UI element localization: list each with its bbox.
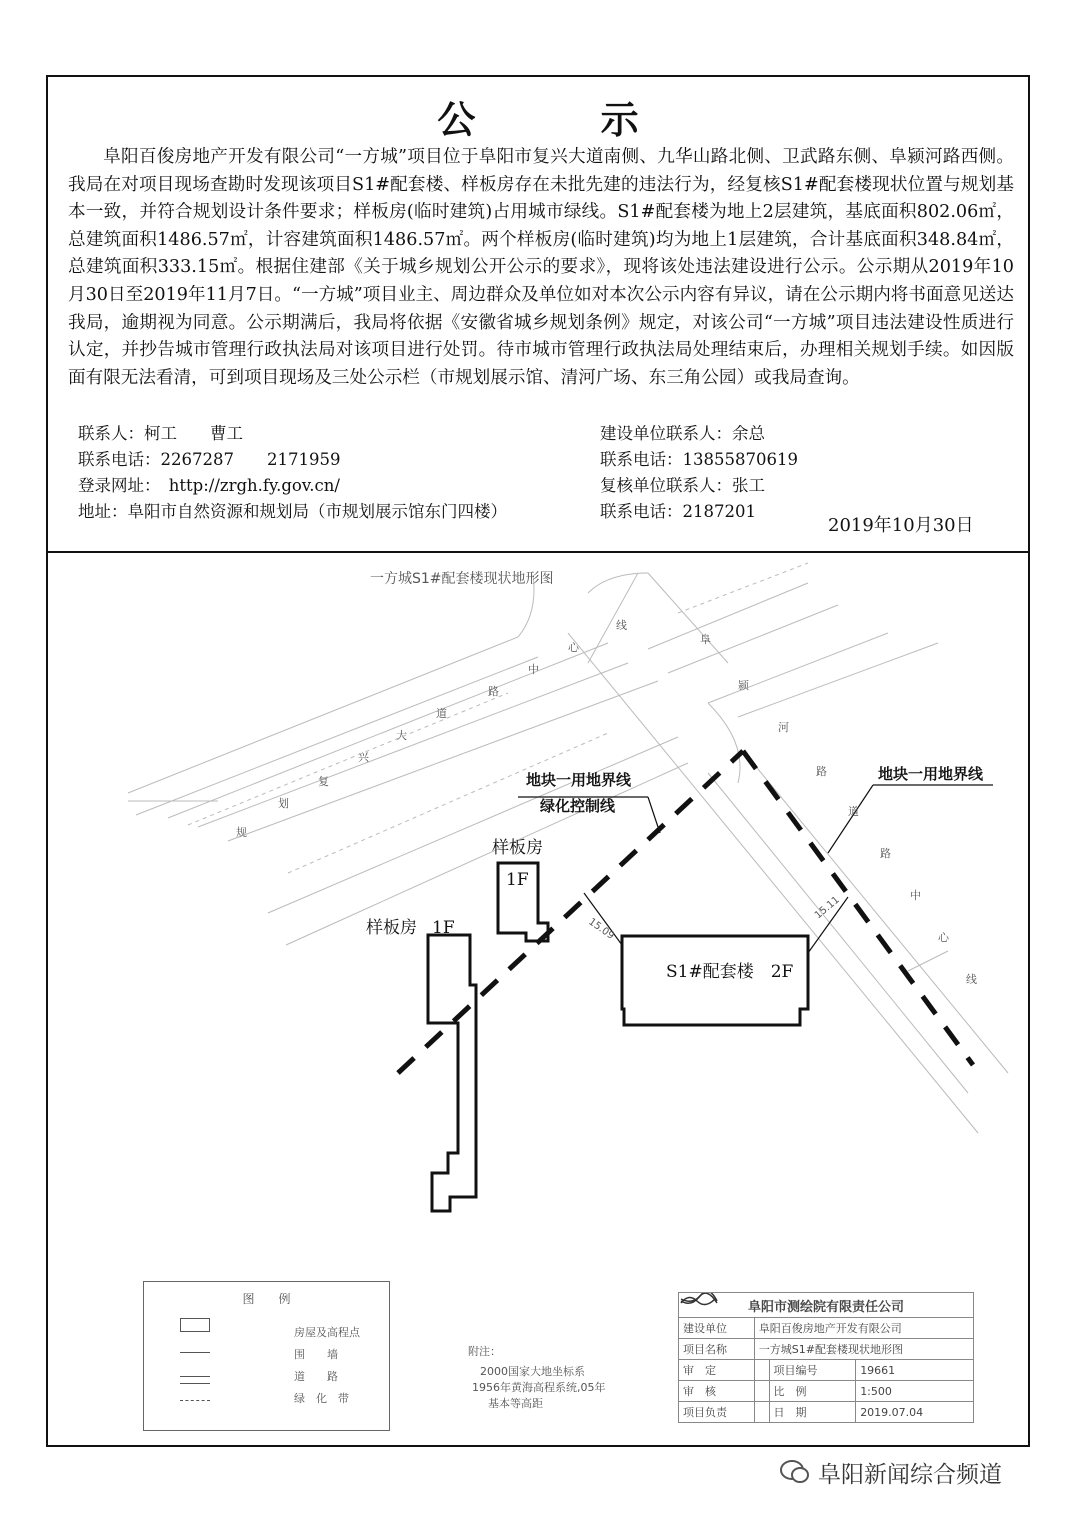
road-edge bbox=[136, 657, 538, 815]
channel-watermark bbox=[780, 1452, 1002, 1492]
table-key: 日 期 bbox=[769, 1402, 856, 1423]
label-sample-house-2: 样板房 bbox=[366, 918, 417, 938]
survey-info-table bbox=[678, 1292, 974, 1423]
callout-leader bbox=[648, 797, 660, 833]
notice-section bbox=[48, 77, 1028, 553]
table-key: 比 例 bbox=[769, 1381, 856, 1402]
road-curve bbox=[708, 703, 740, 783]
road-edge bbox=[268, 737, 678, 913]
builder-phone: 联系电话：13855870619 bbox=[600, 450, 798, 469]
notice-date: 2019年10月30日 bbox=[828, 515, 974, 536]
road-label-fuxing: 道 bbox=[436, 707, 447, 720]
legend-item: 道 路 bbox=[294, 1370, 338, 1383]
contact-phone: 联系电话：2267287 2171959 bbox=[78, 450, 341, 469]
table-value: 2019.07.04 bbox=[856, 1402, 974, 1423]
house-symbol-icon bbox=[180, 1318, 210, 1332]
label-sample-house-1-floor: 1F bbox=[506, 870, 529, 890]
note-title: 附注： bbox=[468, 1345, 501, 1358]
legend-box bbox=[143, 1281, 390, 1431]
road-edge bbox=[168, 643, 608, 818]
note-line: 1956年黄海高程系统,05年 bbox=[472, 1381, 606, 1394]
road-label-fuying: 河 bbox=[778, 721, 789, 734]
greenbelt-symbol-icon bbox=[180, 1400, 210, 1401]
road-label-fuying: 道 bbox=[848, 805, 859, 818]
road-edge bbox=[708, 773, 968, 1093]
table-key: 审 定 bbox=[679, 1360, 755, 1381]
contact-address: 地址：阜阳市自然资源和规划局（市规划展示馆东门四楼） bbox=[78, 502, 507, 521]
road-edge bbox=[708, 633, 888, 703]
boundary-line-right bbox=[743, 751, 973, 1065]
notice-sheet bbox=[46, 75, 1030, 1447]
contacts-left bbox=[78, 421, 598, 525]
label-green-line: 绿化控制线 bbox=[540, 797, 616, 815]
road-label-fuxing: 规 bbox=[236, 826, 247, 839]
label-s1-building: S1#配套楼 2F bbox=[666, 962, 794, 982]
notice-title: 公 示 bbox=[437, 98, 695, 142]
notice-paragraph: 阜阳百俊房地产开发有限公司“一方城”项目位于阜阳市复兴大道南侧、九华山路北侧、卫武路东侧、阜颍河路西侧。我局在对项目现场查勘时发现该项目S1#配套楼、样板房存在未批先建的违法行为，经复核S1#配套楼现状位置与规划基本一致，并符合规划设计条件要求；样板房(临时建筑)占用城市绿线。S1#配套楼为地上2层建筑，基底面积802.06㎡，总建筑面积1486.57㎡，计容建筑面积1486.57㎡。两个样板房(临时建筑)均为地上1层建筑，合计基底面积348.84㎡，总建筑面积333.15㎡。根据住建部《关于城乡规划公开公示的要求》，现将该处违法建设进行公示。公示期从2019年10月30日至2019年11月7日。“一方城”项目业主、周边群众及单位如对本次公示内容有异议，请在公示期内将书面意见送达我局，逾期视为同意。公示期满后，我局将依据《安徽省城乡规划条例》规定，对该公司“一方城”项目违法建设性质进行认定，并抄告城市管理行政执法局对该项目进行处罚。待市城市管理行政执法局处理结束后，办理相关规划手续。如因版面有限无法看清，可到项目现场及三处公示栏（市规划展示馆、清河广场、东三角公园）或我局查询。 bbox=[68, 147, 1014, 388]
table-value: 一方城S1#配套楼现状地形图 bbox=[754, 1339, 973, 1360]
road-label-fuxing: 线 bbox=[616, 619, 627, 632]
review-contact: 复核单位联系人：张工 bbox=[600, 476, 765, 495]
road-label-fuxing: 中 bbox=[528, 663, 539, 676]
table-key: 建设单位 bbox=[679, 1318, 755, 1339]
table-key: 项目名称 bbox=[679, 1339, 755, 1360]
watermark-text: 阜阳新闻综合频道 bbox=[818, 1461, 1002, 1488]
label-boundary-left: 地块一用地界线 bbox=[526, 771, 632, 789]
road-label-fuxing: 兴 bbox=[358, 751, 369, 764]
signature bbox=[754, 1360, 769, 1381]
builder-contact: 建设单位联系人：余总 bbox=[600, 424, 765, 443]
road-curve bbox=[588, 573, 648, 593]
road-label-fuying: 心 bbox=[938, 931, 949, 944]
table-value: 19661 bbox=[856, 1360, 974, 1381]
signature bbox=[754, 1402, 769, 1423]
label-sample-house-2-floor: 1F bbox=[432, 918, 455, 938]
median-line bbox=[188, 693, 508, 825]
dimension-right: 15.11 bbox=[812, 894, 842, 922]
table-value: 1:500 bbox=[856, 1381, 974, 1402]
callout-leader bbox=[828, 785, 873, 853]
road-label-fuying: 路 bbox=[880, 847, 891, 860]
road-label-fuxing: 复 bbox=[318, 775, 329, 788]
label-sample-house-1: 样板房 bbox=[492, 838, 543, 858]
road-label-fuxing: 划 bbox=[278, 797, 289, 810]
road-symbol-icon bbox=[180, 1376, 210, 1384]
review-phone: 联系电话：2187201 bbox=[600, 502, 756, 521]
road-edge bbox=[568, 633, 978, 1133]
contacts-right bbox=[600, 421, 1020, 525]
dimension-left: 15.09 bbox=[586, 916, 617, 942]
road-label-fuying: 路 bbox=[816, 765, 827, 778]
topographic-map bbox=[48, 553, 1028, 1445]
wall-symbol-icon bbox=[180, 1352, 210, 1353]
note-line: 基本等高距 bbox=[488, 1397, 543, 1410]
road-label-fuying: 线 bbox=[966, 973, 977, 986]
map-title: 一方城S1#配套楼现状地形图 bbox=[370, 571, 554, 587]
leader-line bbox=[908, 951, 948, 971]
road-edge bbox=[648, 573, 728, 663]
road-label-fuxing: 心 bbox=[568, 641, 579, 654]
survey-company: 阜阳市测绘院有限责任公司 bbox=[679, 1293, 974, 1318]
note-line: 2000国家大地坐标系 bbox=[480, 1365, 585, 1378]
signature bbox=[754, 1381, 769, 1402]
table-key: 项目编号 bbox=[769, 1360, 856, 1381]
road-label-fuxing: 路 bbox=[488, 685, 499, 698]
road-label-fuying: 中 bbox=[910, 889, 921, 902]
contact-person: 联系人：柯工 曹工 bbox=[78, 424, 243, 443]
contact-website[interactable]: 登录网址： http://zrgh.fy.gov.cn/ bbox=[78, 476, 340, 495]
legend-item: 房屋及高程点 bbox=[294, 1326, 360, 1339]
legend-title: 图 例 bbox=[242, 1292, 291, 1306]
road-edge bbox=[286, 763, 688, 945]
label-boundary-right: 地块一用地界线 bbox=[878, 765, 984, 783]
road-edge bbox=[648, 583, 808, 649]
table-value: 阜阳百俊房地产开发有限公司 bbox=[754, 1318, 973, 1339]
road-label-fuxing: 大 bbox=[396, 729, 407, 742]
legend-item: 绿 化 带 bbox=[294, 1392, 349, 1405]
table-key: 项目负责 bbox=[679, 1402, 755, 1423]
table-key: 审 核 bbox=[679, 1381, 755, 1402]
legend-item: 围 墙 bbox=[294, 1348, 338, 1361]
road-label-fuying: 阜 bbox=[700, 633, 711, 646]
wechat-icon bbox=[780, 1459, 810, 1485]
median-line bbox=[678, 563, 808, 613]
road-edge bbox=[228, 681, 658, 841]
road-label-fuying: 颍 bbox=[738, 679, 749, 692]
sample-house-2-outline bbox=[428, 935, 476, 1211]
